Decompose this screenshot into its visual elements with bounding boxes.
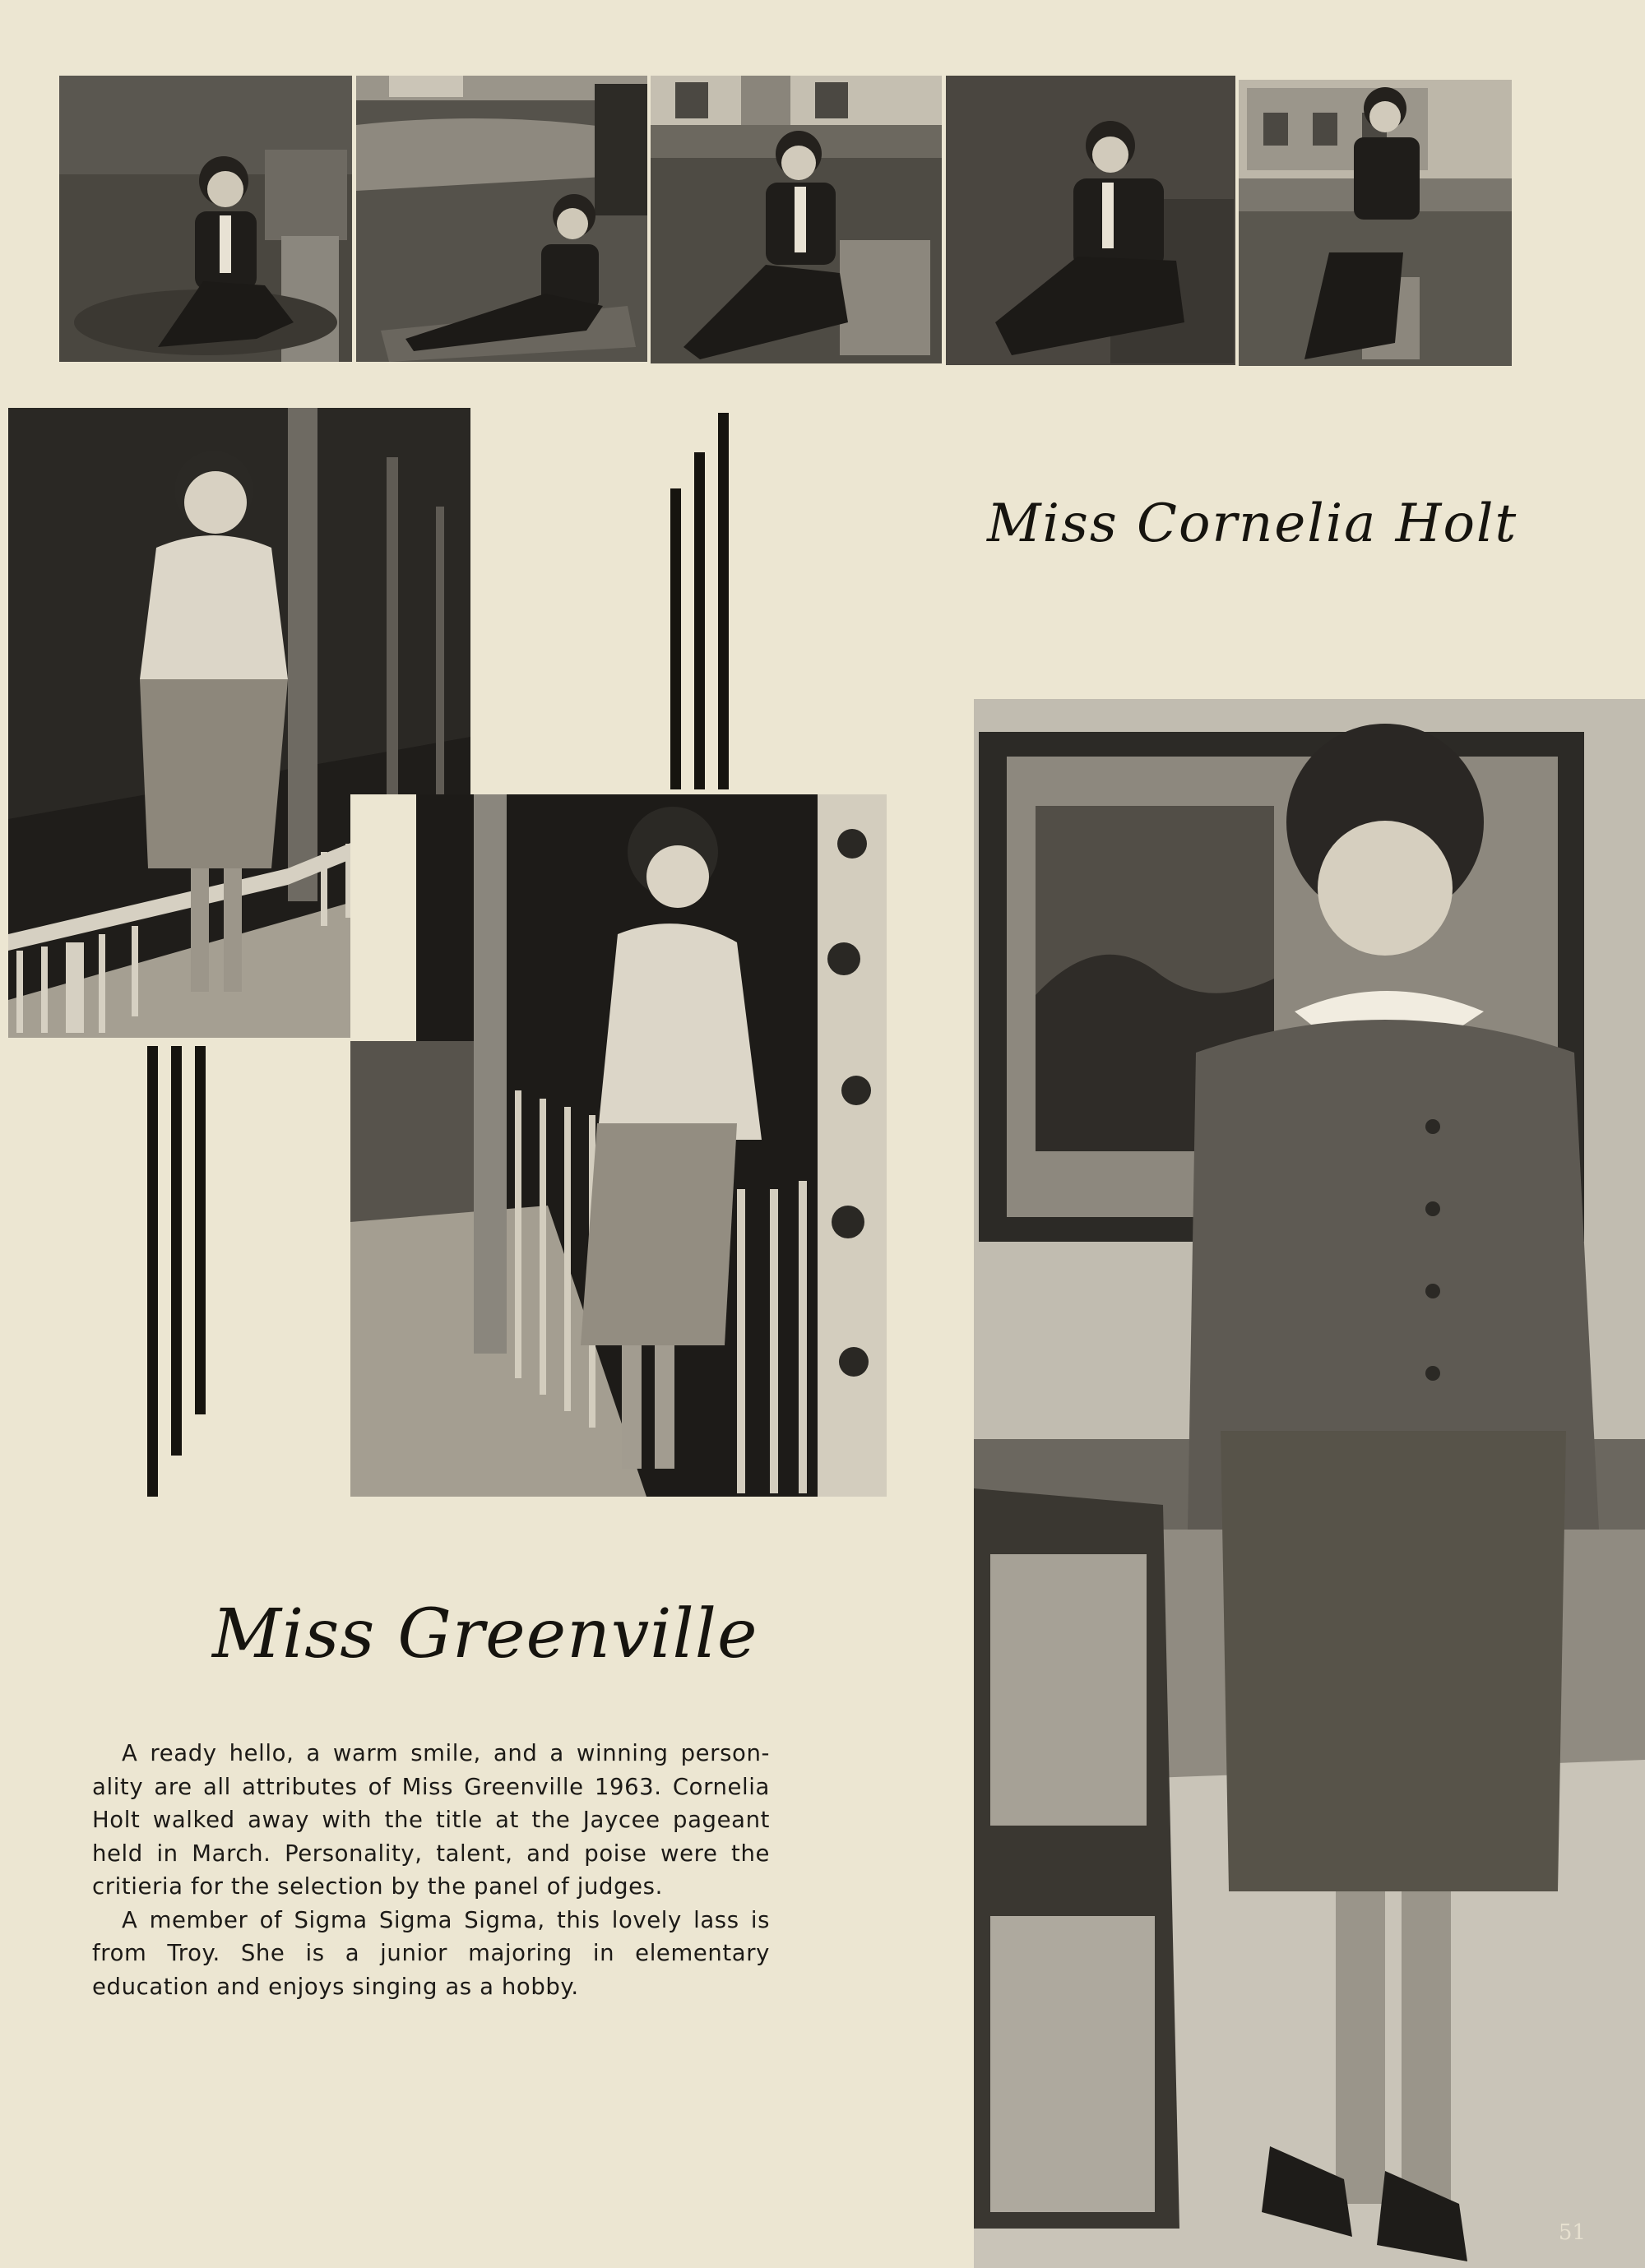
filmstrip-photo-1 xyxy=(59,76,352,362)
filmstrip-photo-3 xyxy=(651,76,942,363)
decorative-bar xyxy=(670,488,681,789)
award-title: Miss Greenville xyxy=(212,1595,758,1673)
article-paragraph: A ready hello, a warm smile, and a winning person-ality are all attributes of Miss Greenville 1963. Cornelia Holt walked away with the title at the Jaycee pageant held in March. Personality, talent, and poise were the critieria for the selection by the panel of judges. xyxy=(92,1740,770,1900)
decorative-bar xyxy=(718,413,729,789)
main-portrait-photo xyxy=(974,699,1645,2268)
filmstrip-photo-4 xyxy=(946,76,1235,365)
decorative-bar xyxy=(171,1046,182,1456)
filmstrip-photo-5 xyxy=(1239,80,1512,366)
article-text xyxy=(92,1737,770,2003)
porch-photo-right xyxy=(350,794,887,1497)
decorative-bar xyxy=(147,1046,158,1497)
decorative-bar xyxy=(694,452,705,789)
article-paragraph: A member of Sigma Sigma Sigma, this lovely lass is from Troy. She is a junior majoring in elementary education and enjoys singing as a hobby. xyxy=(92,1906,770,2000)
subject-name-title: Miss Cornelia Holt xyxy=(987,493,1518,554)
filmstrip-photo-2 xyxy=(356,76,647,362)
decorative-bar xyxy=(195,1046,206,1414)
page-number: 51 xyxy=(1558,2220,1586,2245)
